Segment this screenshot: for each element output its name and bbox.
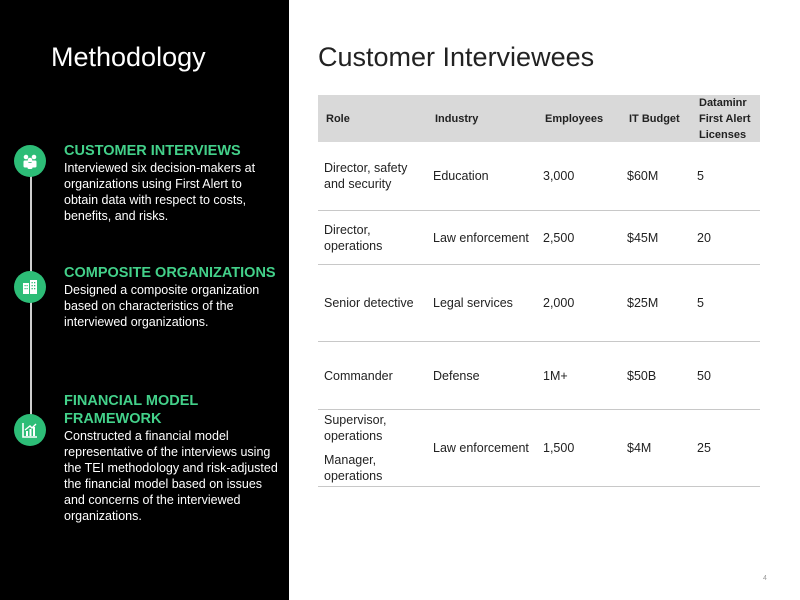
buildings-icon xyxy=(14,271,46,303)
cell-licenses: 5 xyxy=(697,296,704,310)
role-gap xyxy=(324,444,427,452)
left-panel xyxy=(0,0,289,600)
cell-industry: Education xyxy=(433,169,489,183)
cell-it-budget: $4M xyxy=(627,441,652,455)
table-row xyxy=(318,342,760,410)
header-employees: Employees xyxy=(545,112,604,125)
cell-role xyxy=(318,412,427,484)
step-financial-model-framework xyxy=(64,392,279,524)
cell-employees: 2,500 xyxy=(543,230,575,245)
cell-licenses: 25 xyxy=(697,441,711,455)
interviewees-title: Customer Interviewees xyxy=(318,42,595,72)
table-row xyxy=(318,265,760,342)
cell-licenses: 5 xyxy=(697,169,704,183)
role-line: Manager, operations xyxy=(324,453,383,483)
cell-industry: Defense xyxy=(433,368,480,383)
cell-industry: Law enforcement xyxy=(433,230,529,245)
step-body: Interviewed six decision-makers at organizations using First Alert to obtain data with respect to costs, benefits, and risks. xyxy=(64,161,256,223)
cell-it-budget: $25M xyxy=(627,296,659,310)
header-it-budget: IT Budget xyxy=(629,112,680,125)
step-customer-interviews xyxy=(64,142,279,224)
cell-it-budget: $50B xyxy=(627,368,657,383)
step-body: Designed a composite organization based on characteristics of the interviewed organizations. xyxy=(64,283,260,329)
table-header xyxy=(318,95,760,142)
page-number: 4 xyxy=(763,575,767,582)
header-role: Role xyxy=(326,112,350,125)
header-licenses: Dataminr First Alert Licenses xyxy=(699,96,751,141)
cell-industry: Law enforcement xyxy=(433,441,529,455)
cell-role: Commander xyxy=(324,368,393,383)
cell-it-budget: $45M xyxy=(627,230,659,245)
cell-role: Senior detective xyxy=(324,296,414,310)
growth-chart-icon xyxy=(14,414,46,446)
cell-employees: 3,000 xyxy=(543,169,575,183)
cell-role: Director, safety and security xyxy=(324,161,408,191)
step-composite-organizations xyxy=(64,264,279,330)
people-icon xyxy=(14,145,46,177)
cell-industry: Legal services xyxy=(433,296,513,310)
cell-employees: 2,000 xyxy=(543,296,575,310)
cell-it-budget: $60M xyxy=(627,169,659,183)
step-heading: COMPOSITE ORGANIZATIONS xyxy=(64,265,276,281)
step-body: Constructed a financial model representative of the interviews using the TEI methodology and risk-adjusted the financial model based on issues and concerns of the interviewed organizations. xyxy=(64,429,278,523)
table-row xyxy=(318,211,760,265)
cell-employees: 1M+ xyxy=(543,368,568,383)
role-line: Supervisor, operations xyxy=(324,413,387,443)
cell-licenses: 50 xyxy=(697,368,711,383)
methodology-title: Methodology xyxy=(51,42,206,72)
cell-role: Director, operations xyxy=(324,222,383,253)
table-row xyxy=(318,410,760,487)
cell-employees: 1,500 xyxy=(543,441,575,455)
step-heading: FINANCIAL MODEL FRAMEWORK xyxy=(64,393,198,427)
step-heading: CUSTOMER INTERVIEWS xyxy=(64,143,241,159)
interviewees-table xyxy=(318,95,760,487)
header-industry: Industry xyxy=(435,112,479,125)
cell-licenses: 20 xyxy=(697,230,711,245)
table-row xyxy=(318,142,760,211)
